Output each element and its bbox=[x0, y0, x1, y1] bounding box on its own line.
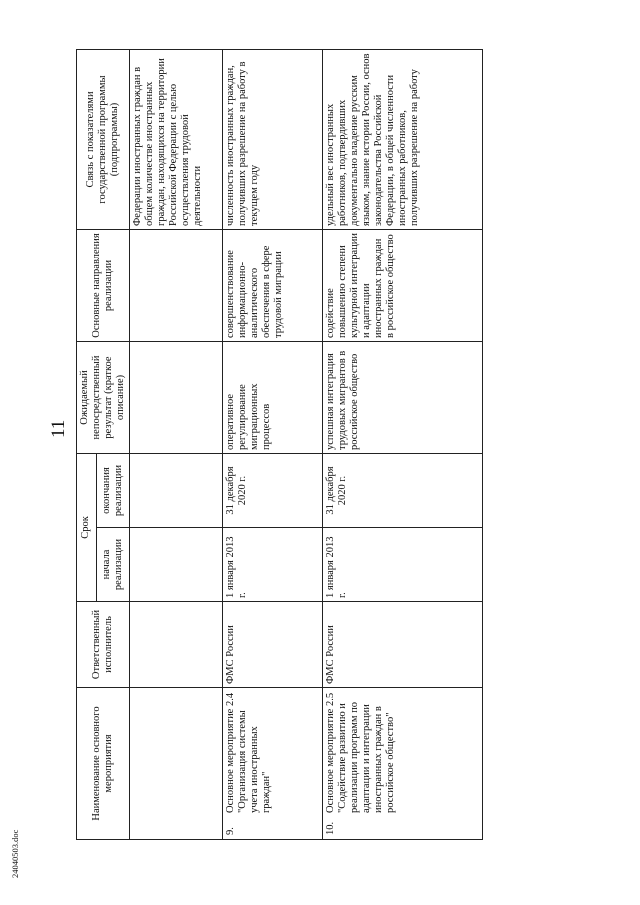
header-link: Связь с показателями государственной программы (подпрограммы) bbox=[77, 49, 130, 229]
table-row bbox=[323, 49, 483, 839]
continuation-directions bbox=[130, 229, 223, 341]
row-name: Основное мероприятие 2.5 "Содействие развитию и реализации программ по адаптации и интеграции иностранных граждан в российское общество" bbox=[325, 692, 396, 813]
continuation-result bbox=[130, 341, 223, 453]
row-number: 10. bbox=[325, 821, 336, 835]
row-directions: совершенствование информационно-аналитического обеспечения в сфере трудовой миграции bbox=[223, 229, 323, 341]
row-executor: ФМС России bbox=[223, 602, 323, 688]
header-name: Наименование основного мероприятия bbox=[77, 688, 130, 840]
row-executor: ФМС России bbox=[323, 602, 483, 688]
row-number: 9. bbox=[225, 827, 236, 835]
row-directions: содействие повышению степени культурной интеграции и адаптации иностранных граждан в российское общество bbox=[323, 229, 483, 341]
row-name: Основное мероприятие 2.4 "Организация системы учета иностранных граждан" bbox=[225, 692, 272, 813]
continuation-start bbox=[130, 528, 223, 602]
row-link: численность иностранных граждан, получивших разрешение на работу в текущем году bbox=[223, 49, 323, 229]
row-name-cell bbox=[323, 688, 483, 840]
program-measures-table bbox=[76, 49, 483, 840]
header-executor: Ответственный исполнитель bbox=[77, 602, 130, 688]
row-end: 31 декабря 2020 г. bbox=[223, 453, 323, 527]
header-term-start: начала реализации bbox=[96, 528, 129, 602]
row-result: оперативное регулирование миграционных процессов bbox=[223, 341, 323, 453]
header-result: Ожидаемый непосредственный результат (краткое описание) bbox=[77, 341, 130, 453]
header-row bbox=[77, 49, 97, 839]
table-row bbox=[223, 49, 323, 839]
continuation-name bbox=[130, 688, 223, 840]
header-term-end: окончания реализации bbox=[96, 453, 129, 527]
row-start: 1 января 2013 г. bbox=[323, 528, 483, 602]
document-filename: 24040503.doc bbox=[10, 829, 20, 878]
continuation-link: Федерации иностранных граждан в общем количестве иностранных граждан, находящихся на территории Российской Федерации с целью осуществления трудовой деятельности bbox=[130, 49, 223, 229]
continuation-row bbox=[130, 49, 223, 839]
row-start: 1 января 2013 г. bbox=[223, 528, 323, 602]
page-number: 11 bbox=[48, 419, 69, 438]
row-result: успешная интеграция трудовых мигрантов в российское общество bbox=[323, 341, 483, 453]
header-term: Срок bbox=[77, 453, 97, 601]
program-measures-table-container bbox=[76, 50, 596, 840]
row-link: удельный вес иностранных работников, подтвердивших документально владение русским языком, знание истории России, основ законодательства Российской Федерации, в общей численности иностранных работников, получивших разрешение на работу bbox=[323, 49, 483, 229]
continuation-end bbox=[130, 453, 223, 527]
header-directions: Основные направления реализации bbox=[77, 229, 130, 341]
row-end: 31 декабря 2020 г. bbox=[323, 453, 483, 527]
row-name-cell bbox=[223, 688, 323, 840]
continuation-executor bbox=[130, 602, 223, 688]
